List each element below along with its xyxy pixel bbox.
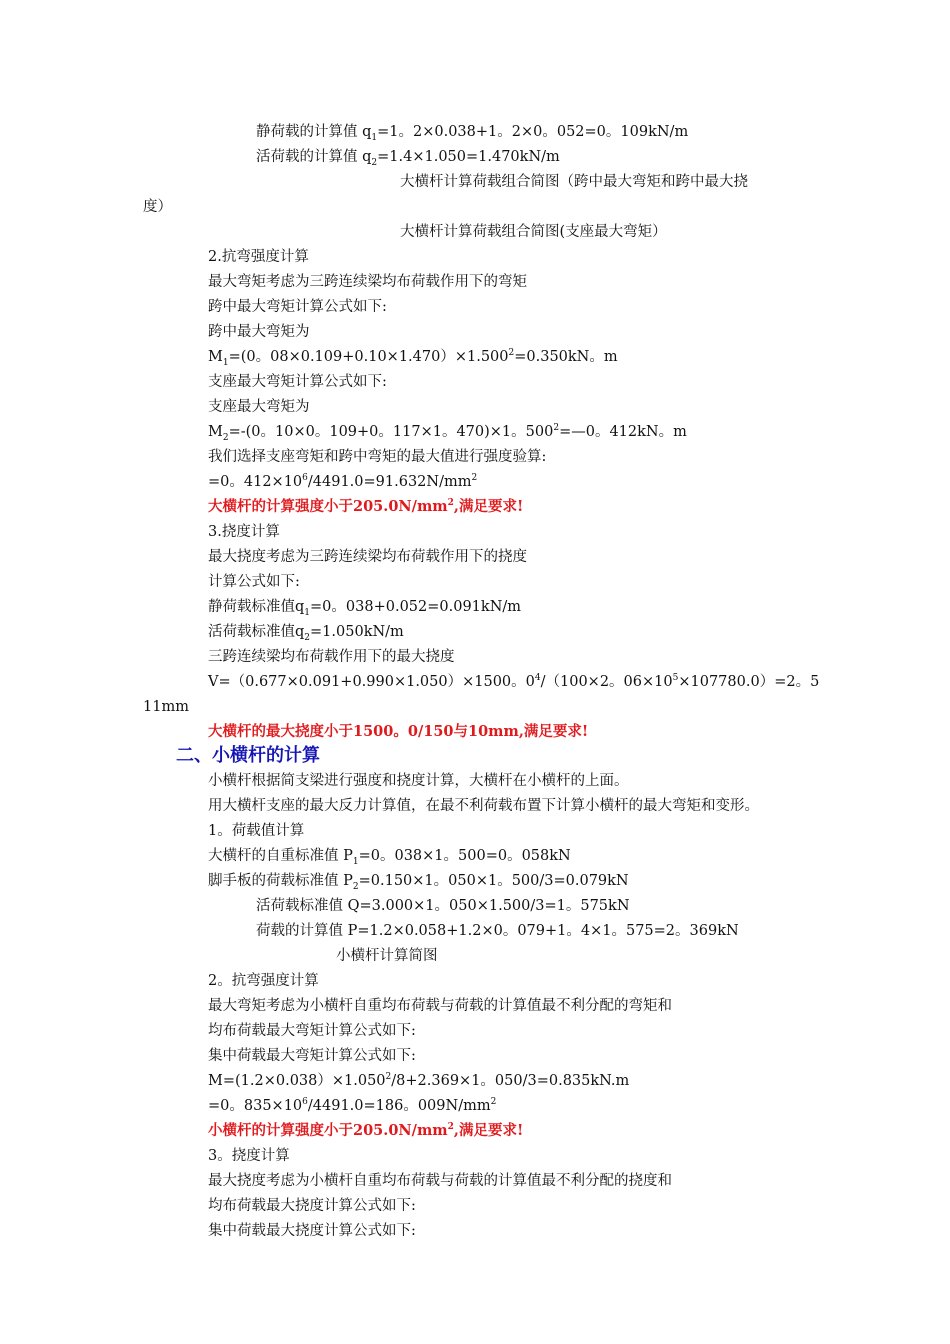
text: =1。2×0.038+1。2×0。052=0。109kN/m [377, 124, 689, 140]
paragraph: 支座最大弯矩计算公式如下: [208, 374, 387, 390]
formula-q: 活荷载标准值 Q=3.000×1。050×1.500/3=1。575kN [256, 898, 630, 914]
text: =1.4×1.050=1.470kN/m [377, 149, 560, 165]
superscript: 2 [471, 473, 478, 484]
text: 大横杆的自重标准值 P [208, 848, 353, 864]
paragraph: 集中荷载最大弯矩计算公式如下: [208, 1048, 416, 1064]
text: 大横杆的计算强度小于205.0N/mm [208, 498, 448, 515]
figure-caption-2: 大横杆计算荷载组合简图(支座最大弯矩） [400, 224, 667, 240]
section-heading: 2.抗弯强度计算 [208, 249, 309, 265]
text: /8+2.369×1。050/3=0.835kN.m [391, 1073, 630, 1089]
formula-m1 [208, 347, 618, 367]
text: /4491.0=186。009N/mm [307, 1098, 491, 1114]
subscript: 2 [222, 432, 229, 443]
formula-p2 [208, 871, 629, 891]
paragraph: 跨中最大弯矩为 [208, 324, 310, 340]
paragraph: 最大弯矩考虑为三跨连续梁均布荷载作用下的弯矩 [208, 274, 527, 290]
text: ×107780.0）=2。5 [678, 674, 820, 690]
superscript: 5 [672, 673, 679, 684]
superscript: 2 [508, 348, 515, 359]
subscript: 1 [304, 607, 311, 618]
live-load-calc [256, 147, 560, 167]
superscript: 2 [490, 1097, 497, 1108]
section-heading: 3.挠度计算 [208, 524, 280, 540]
formula-q1 [208, 597, 521, 617]
paragraph: 小横杆根据简支梁进行强度和挠度计算，大横杆在小横杆的上面。 [208, 773, 629, 789]
text: =0。038×1。500=0。058kN [358, 848, 571, 864]
text: V=（0.677×0.091+0.990×1.050）×1500。0 [208, 674, 535, 690]
text: 活荷载标准值q [208, 624, 305, 640]
conclusion-strength [208, 497, 523, 517]
paragraph: 最大挠度考虑为三跨连续梁均布荷载作用下的挠度 [208, 549, 527, 565]
paragraph: 支座最大弯矩为 [208, 399, 310, 415]
formula-deflection [208, 672, 819, 692]
text: ,满足要求! [453, 1122, 524, 1139]
paragraph: 最大挠度考虑为小横杆自重均布荷载与荷载的计算值最不利分配的挠度和 [208, 1173, 672, 1189]
figure-caption-3: 小横杆计算简图 [336, 948, 438, 964]
paragraph: 最大弯矩考虑为小横杆自重均布荷载与荷载的计算值最不利分配的弯矩和 [208, 998, 672, 1014]
superscript: 2 [447, 498, 454, 509]
conclusion-strength-2 [208, 1121, 523, 1141]
superscript: 6 [302, 473, 308, 484]
paragraph: 跨中最大弯矩计算公式如下: [208, 299, 387, 315]
static-load-calc [256, 122, 688, 142]
text: =0.150×1。050×1。500/3=0.079kN [358, 873, 629, 889]
text: =—0。412kN。m [559, 424, 687, 440]
formula-q2 [208, 622, 404, 642]
text: 静荷载的计算值 q [256, 124, 372, 140]
superscript: 2 [553, 423, 560, 434]
superscript: 2 [447, 1122, 454, 1133]
text: =-(0。10×0。109+0。117×1。470)×1。500 [228, 424, 554, 440]
text: 脚手板的荷载标准值 P [208, 873, 353, 889]
formula-stress-2 [208, 1096, 496, 1116]
superscript: 6 [302, 1097, 308, 1108]
text: =1.050kN/m [310, 624, 404, 640]
text: 活荷载的计算值 q [256, 149, 372, 165]
subscript: 1 [371, 132, 378, 143]
text: =0。835×10 [208, 1098, 303, 1114]
paragraph: 用大横杆支座的最大反力计算值，在最不利荷载布置下计算小横杆的最大弯矩和变形。 [208, 798, 759, 814]
superscript: 4 [534, 673, 541, 684]
conclusion-deflection: 大横杆的最大挠度小于1500。0/150与10mm,满足要求! [208, 723, 589, 740]
text: =0。038+0.052=0.091kN/m [310, 599, 522, 615]
text: /4491.0=91.632N/mm [307, 474, 472, 490]
text: /（100×2。06×10 [540, 674, 673, 690]
text: ,满足要求! [453, 498, 524, 515]
figure-caption-1: 大横杆计算荷载组合简图（跨中最大弯矩和跨中最大挠 [400, 174, 748, 190]
subscript: 2 [304, 632, 311, 643]
paragraph: 集中荷载最大挠度计算公式如下: [208, 1223, 416, 1239]
text: M=(1.2×0.038）×1.050 [208, 1073, 386, 1089]
paragraph: 均布荷载最大弯矩计算公式如下: [208, 1023, 416, 1039]
paragraph: 三跨连续梁均布荷载作用下的最大挠度 [208, 649, 455, 665]
text: 小横杆的计算强度小于205.0N/mm [208, 1122, 448, 1139]
figure-caption-1-cont: 度） [143, 199, 172, 215]
paragraph: 均布荷载最大挠度计算公式如下: [208, 1198, 416, 1214]
subscript: 1 [222, 357, 229, 368]
formula-m2 [208, 422, 687, 442]
text: 静荷载标准值q [208, 599, 305, 615]
section-heading: 3。挠度计算 [208, 1148, 290, 1164]
paragraph: 我们选择支座弯矩和跨中弯矩的最大值进行强度验算: [208, 449, 547, 465]
subscript: 2 [352, 881, 359, 892]
section-heading: 2。抗弯强度计算 [208, 973, 319, 989]
text: M [208, 424, 223, 440]
formula-deflection-cont: 11mm [143, 699, 189, 715]
text: =0.350kN。m [514, 349, 618, 365]
subscript: 1 [352, 856, 359, 867]
subscript: 2 [371, 157, 378, 168]
formula-p1 [208, 846, 571, 866]
text: =(0。08×0.109+0.10×1.470）×1.500 [228, 349, 509, 365]
paragraph: 计算公式如下: [208, 574, 300, 590]
section-heading: 1。荷载值计算 [208, 823, 305, 839]
formula-p: 荷载的计算值 P=1.2×0.058+1.2×0。079+1。4×1。575=2。369kN [256, 923, 739, 939]
formula-stress [208, 472, 477, 492]
text: =0。412×10 [208, 474, 303, 490]
superscript: 2 [385, 1072, 392, 1083]
formula-m [208, 1071, 629, 1091]
chapter-heading: 二、小横杆的计算 [176, 745, 320, 766]
text: M [208, 349, 223, 365]
